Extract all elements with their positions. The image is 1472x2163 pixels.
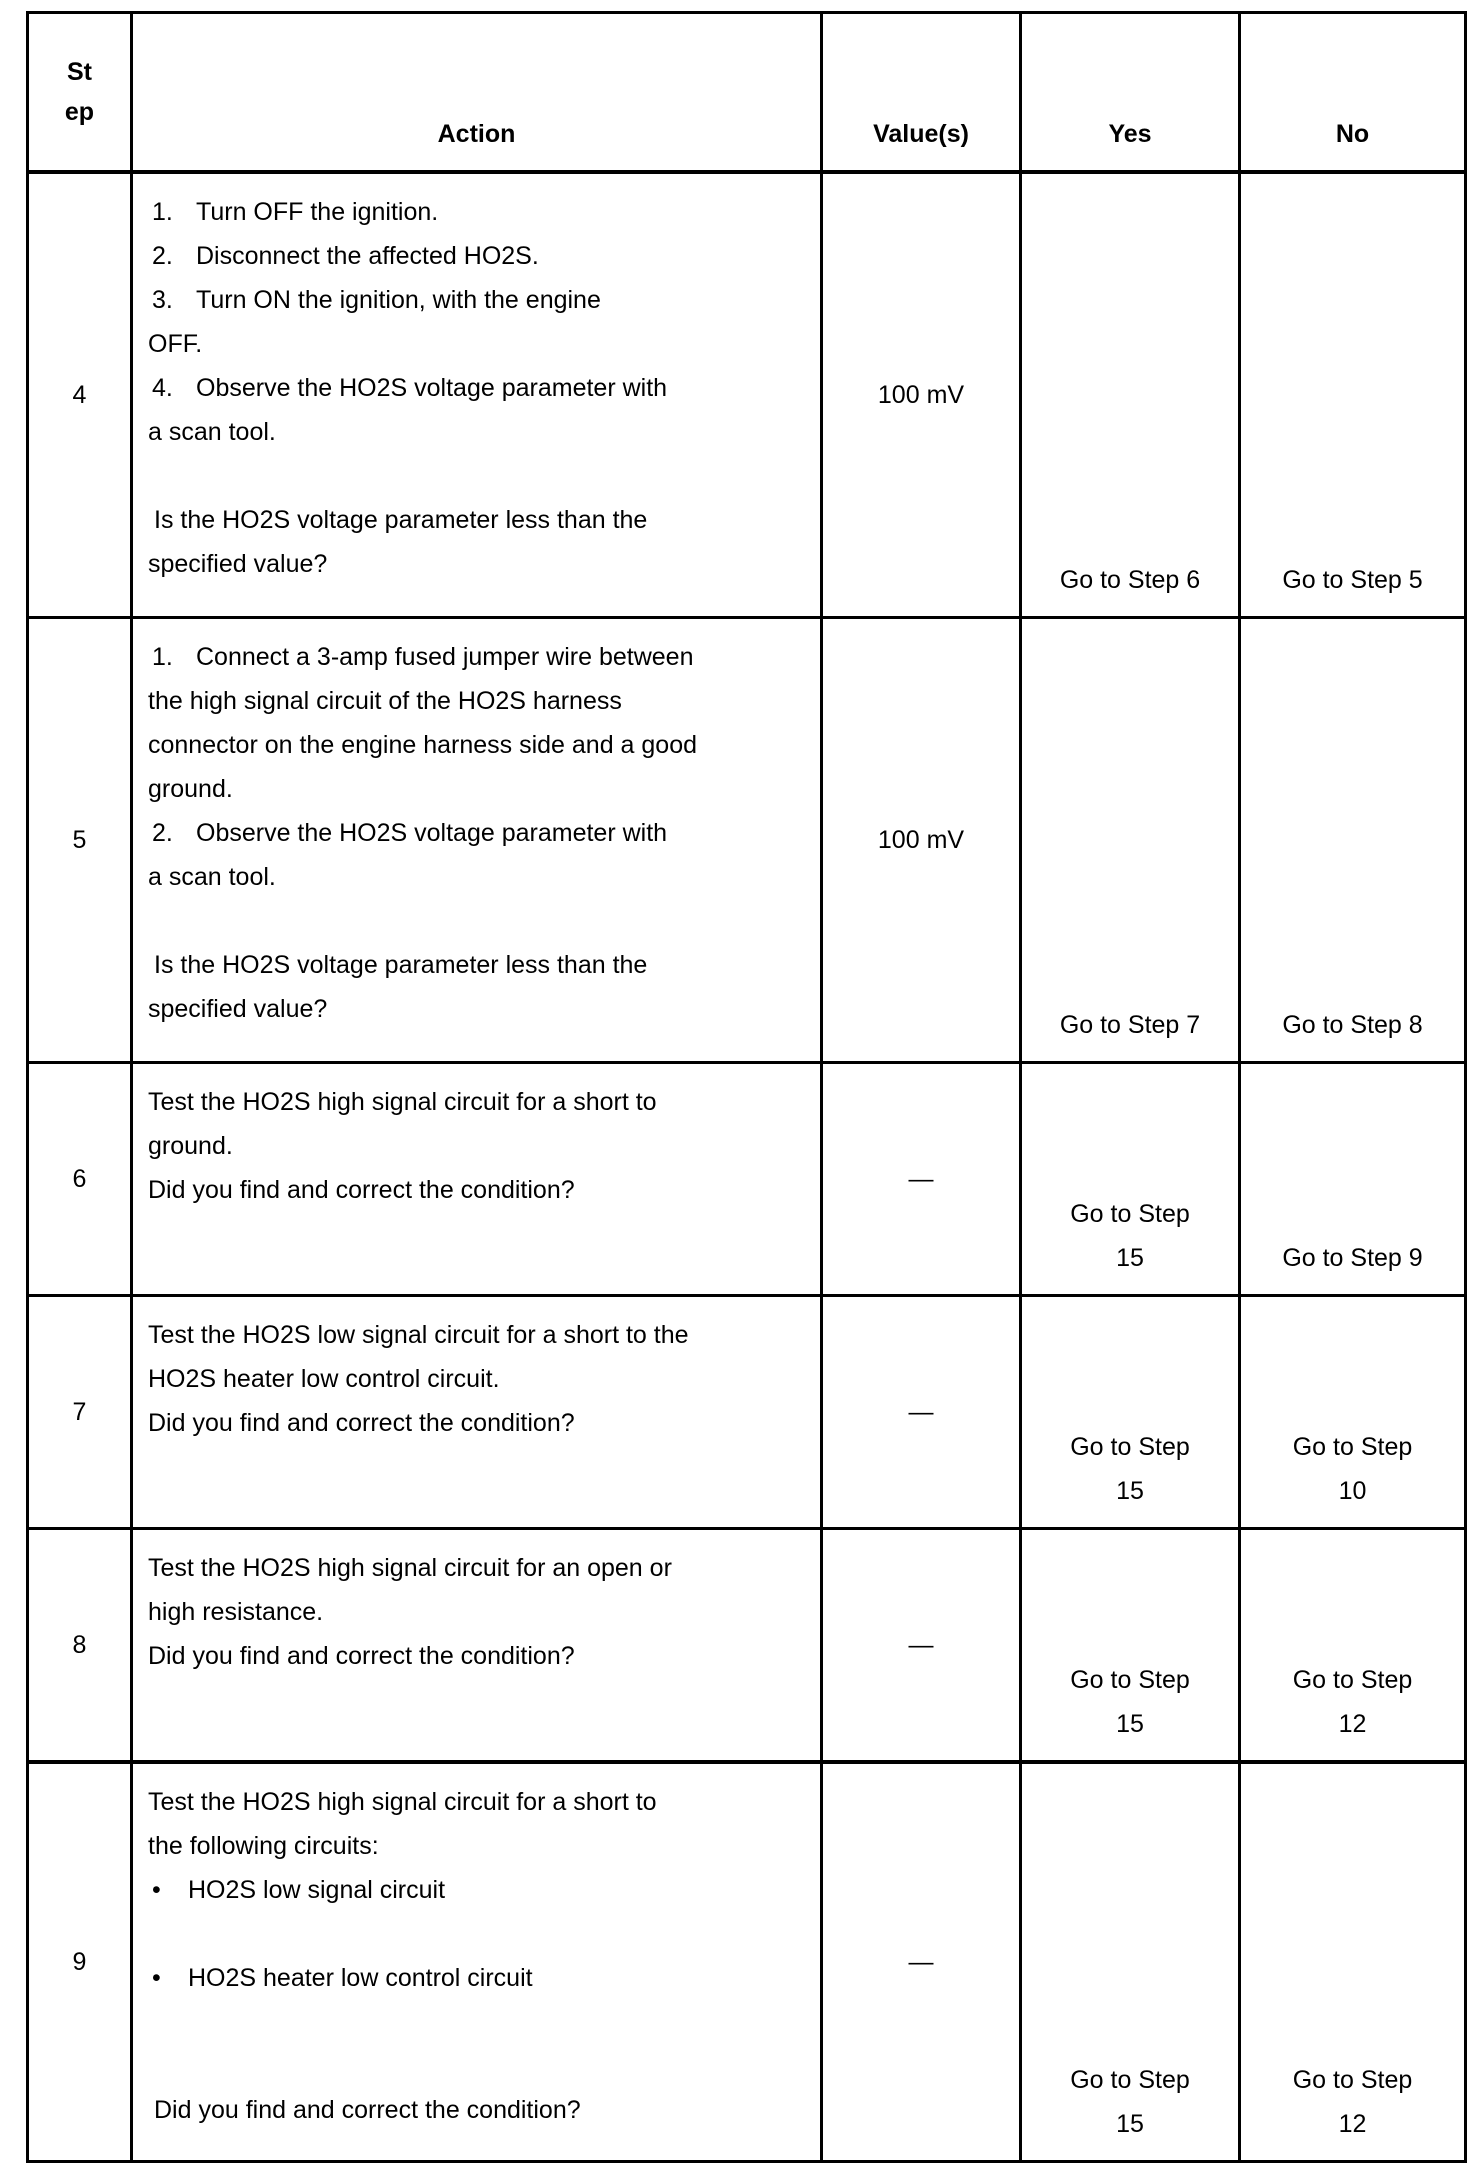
- action-line: Test the HO2S high signal circuit for a short to: [148, 1088, 657, 1116]
- bullet-icon: •: [152, 1876, 161, 1904]
- yes-text: 15: [1116, 2110, 1144, 2138]
- spacer: [148, 899, 810, 943]
- yes-text: Go to Step 6: [1059, 566, 1201, 594]
- action-line: high resistance.: [148, 1598, 324, 1626]
- table-row: [28, 1063, 1466, 1296]
- table-row: [28, 1762, 1466, 2162]
- yes-cell: [1021, 1296, 1240, 1529]
- no-text: 10: [1338, 1477, 1367, 1505]
- yes-text: Go to Step 7: [1059, 1011, 1201, 1039]
- no-text: 12: [1338, 2110, 1367, 2138]
- diagnostic-steps-table: [26, 11, 1467, 2163]
- question-line: Is the HO2S voltage parameter less than the: [154, 951, 648, 979]
- action-line: Did you find and correct the condition?: [148, 1409, 575, 1437]
- no-text: Go to Step 5: [1282, 566, 1423, 594]
- spacer: [148, 454, 810, 498]
- bullet-item: • HO2S heater low control circuit: [148, 1956, 810, 2000]
- spacer: [148, 2000, 810, 2044]
- action-cell: [132, 172, 822, 618]
- action-line: OFF.: [148, 330, 203, 358]
- spacer: [148, 1912, 810, 1956]
- yes-text: Go to Step: [1070, 1666, 1190, 1694]
- bullet-item: • HO2S low signal circuit: [148, 1868, 810, 1912]
- step-number: 8: [28, 1529, 132, 1763]
- spacer: [148, 2044, 810, 2088]
- table-header-row: [28, 13, 1466, 173]
- no-cell: [1240, 1762, 1466, 2162]
- action-cell: [132, 1762, 822, 2162]
- no-cell: [1240, 1529, 1466, 1763]
- value-cell: —: [822, 1529, 1021, 1763]
- yes-cell: [1021, 618, 1240, 1063]
- bullet-icon: •: [152, 1964, 161, 1992]
- header-value: Value(s): [822, 13, 1021, 173]
- action-line: 3. Turn ON the ignition, with the engine: [152, 286, 601, 314]
- no-cell: [1240, 172, 1466, 618]
- action-line: Did you find and correct the condition?: [148, 1176, 575, 1204]
- action-cell: [132, 618, 822, 1063]
- table-row: [28, 1296, 1466, 1529]
- action-line: the high signal circuit of the HO2S harness: [148, 687, 622, 715]
- action-line: a scan tool.: [148, 863, 276, 891]
- action-line: connector on the engine harness side and a good: [148, 731, 698, 759]
- yes-cell: [1021, 1063, 1240, 1296]
- yes-text: Go to Step: [1070, 2066, 1190, 2094]
- header-step-line: St: [67, 58, 92, 86]
- question-line: specified value?: [148, 995, 328, 1023]
- action-line: Test the HO2S high signal circuit for an open or: [148, 1554, 672, 1582]
- header-step-line: ep: [64, 98, 95, 126]
- action-line: 2. Observe the HO2S voltage parameter with: [152, 819, 668, 847]
- header-action: Action: [132, 13, 822, 173]
- action-line: HO2S heater low control circuit.: [148, 1365, 500, 1393]
- no-cell: [1240, 1296, 1466, 1529]
- header-step: [28, 13, 132, 173]
- step-number: 9: [28, 1762, 132, 2162]
- action-line: a scan tool.: [148, 418, 276, 446]
- step-number: 6: [28, 1063, 132, 1296]
- value-cell: 100 mV: [822, 172, 1021, 618]
- diagnostic-table-wrapper: [26, 11, 1464, 2163]
- value-cell: —: [822, 1762, 1021, 2162]
- action-line: 4. Observe the HO2S voltage parameter with: [152, 374, 668, 402]
- yes-text: 15: [1116, 1710, 1144, 1738]
- action-cell: [132, 1529, 822, 1763]
- table-row: [28, 172, 1466, 618]
- step-number: 4: [28, 172, 132, 618]
- action-line: Did you find and correct the condition?: [148, 1642, 575, 1670]
- action-line: 1. Connect a 3-amp fused jumper wire between: [152, 643, 694, 671]
- step-number: 5: [28, 618, 132, 1063]
- no-text: Go to Step 8: [1282, 1011, 1423, 1039]
- table-row: [28, 1529, 1466, 1763]
- value-cell: —: [822, 1063, 1021, 1296]
- value-cell: 100 mV: [822, 618, 1021, 1063]
- yes-cell: [1021, 172, 1240, 618]
- table-row: [28, 618, 1466, 1063]
- yes-text: 15: [1116, 1477, 1144, 1505]
- action-cell: [132, 1063, 822, 1296]
- header-no: No: [1240, 13, 1466, 173]
- action-cell: [132, 1296, 822, 1529]
- header-yes: Yes: [1021, 13, 1240, 173]
- action-line: ground.: [148, 1132, 233, 1160]
- action-line: Test the HO2S low signal circuit for a short to the: [148, 1321, 689, 1349]
- action-line: 2. Disconnect the affected HO2S.: [152, 242, 539, 270]
- no-cell: [1240, 618, 1466, 1063]
- no-text: Go to Step: [1292, 1433, 1413, 1461]
- no-cell: [1240, 1063, 1466, 1296]
- yes-text: 15: [1116, 1244, 1144, 1272]
- yes-cell: [1021, 1762, 1240, 2162]
- value-cell: —: [822, 1296, 1021, 1529]
- no-text: Go to Step 9: [1282, 1244, 1423, 1272]
- question-line: Did you find and correct the condition?: [154, 2096, 581, 2124]
- action-line: ground.: [148, 775, 233, 803]
- question-line: specified value?: [148, 550, 328, 578]
- action-line: Test the HO2S high signal circuit for a short to: [148, 1788, 657, 1816]
- action-line: the following circuits:: [148, 1832, 379, 1860]
- yes-text: Go to Step: [1070, 1433, 1190, 1461]
- action-line: 1. Turn OFF the ignition.: [152, 198, 439, 226]
- question-line: Is the HO2S voltage parameter less than the: [154, 506, 648, 534]
- yes-text: Go to Step: [1070, 1200, 1190, 1228]
- no-text: 12: [1338, 1710, 1367, 1738]
- no-text: Go to Step: [1292, 2066, 1413, 2094]
- yes-cell: [1021, 1529, 1240, 1763]
- step-number: 7: [28, 1296, 132, 1529]
- no-text: Go to Step: [1292, 1666, 1413, 1694]
